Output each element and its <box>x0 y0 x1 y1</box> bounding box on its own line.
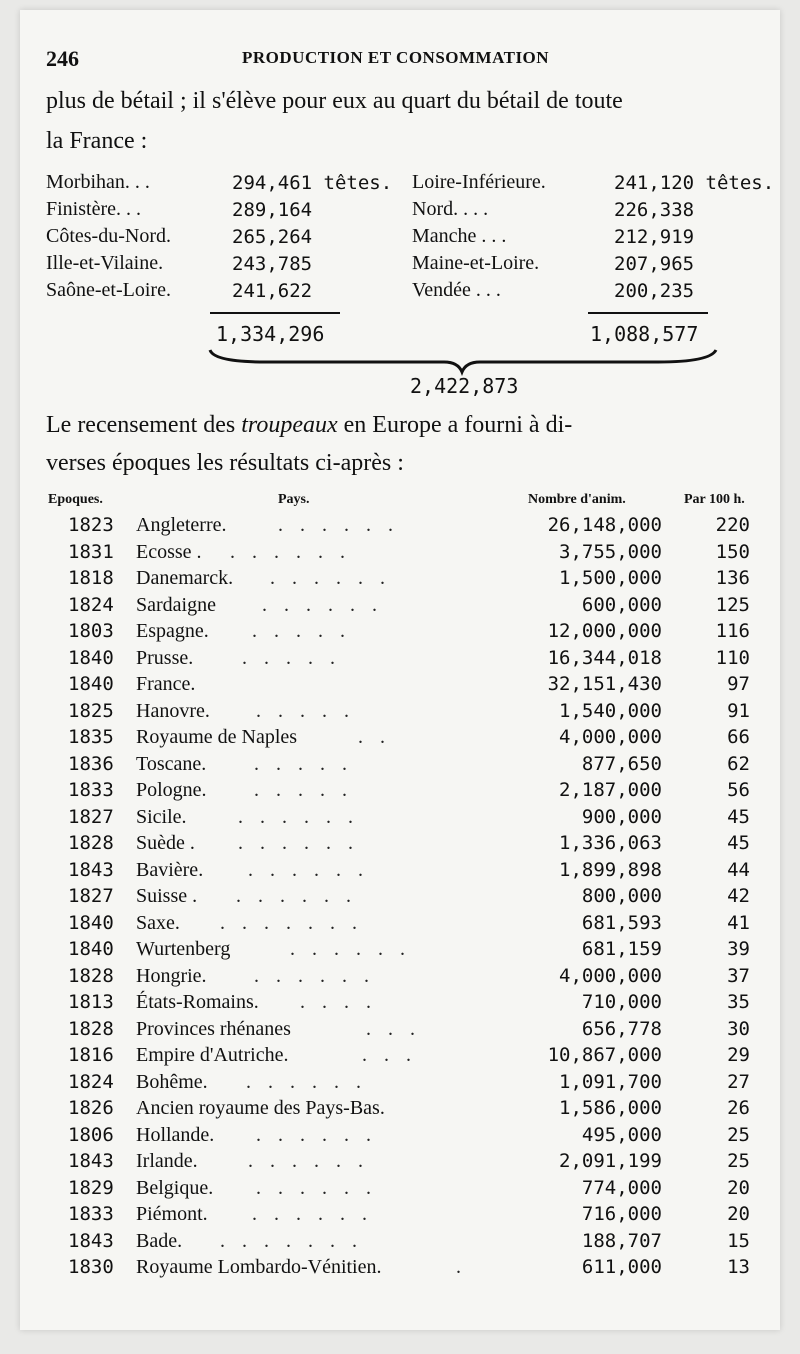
row-leader-dots: . . . . . . <box>230 540 351 563</box>
row-animals: 774,000 <box>581 1176 662 1199</box>
row-per100: 42 <box>727 885 750 907</box>
row-per100: 62 <box>727 752 750 775</box>
table-row <box>20 1177 780 1204</box>
dept-value: 243,785 <box>232 253 313 275</box>
row-year: 1813 <box>68 991 114 1013</box>
row-country: Espagne. <box>136 620 209 642</box>
table-row <box>20 1230 780 1257</box>
row-leader-dots: . . . . . . <box>256 1176 377 1199</box>
row-year: 1828 <box>68 1017 114 1040</box>
dept-value: 265,264 <box>232 226 313 248</box>
row-country: Irlande. <box>136 1150 198 1172</box>
row-animals: 4,000,000 <box>559 964 662 987</box>
dept-name: Saône-et-Loire. <box>46 279 171 301</box>
row-per100: 29 <box>727 1044 750 1066</box>
row-animals: 1,899,898 <box>559 858 662 881</box>
row-animals: 1,500,000 <box>559 567 662 589</box>
row-leader-dots: . . . . . . <box>262 593 383 616</box>
sum-rule-right <box>588 312 708 314</box>
row-country: Ancien royaume des Pays-Bas. <box>136 1097 385 1119</box>
row-year: 1816 <box>68 1044 114 1066</box>
row-leader-dots: . . . . . . <box>236 885 357 907</box>
row-country: Prusse. <box>136 646 194 669</box>
table-row <box>20 991 780 1018</box>
row-per100: 39 <box>727 938 750 960</box>
row-leader-dots: . . . . . . <box>254 964 375 987</box>
table-row <box>20 885 780 912</box>
row-year: 1835 <box>68 726 114 748</box>
row-year: 1827 <box>68 885 114 907</box>
table-row <box>20 1124 780 1151</box>
row-country: Royaume de Naples <box>136 726 298 748</box>
row-year: 1824 <box>68 1070 114 1093</box>
table-row <box>20 594 780 621</box>
paragraph-2-line-1 <box>46 408 572 442</box>
intro-line-1: plus de bétail ; il s'élève pour eux au quart du bétail de toute <box>46 88 623 114</box>
table-row <box>20 726 780 753</box>
dept-value: 200,235 <box>614 280 695 302</box>
dept-name: Nord. . . . <box>412 198 489 220</box>
table-row <box>20 1097 780 1124</box>
row-animals: 681,593 <box>581 911 662 934</box>
row-animals: 2,091,199 <box>559 1150 662 1172</box>
row-leader-dots: . . . . . . <box>238 805 359 828</box>
row-per100: 110 <box>715 646 750 669</box>
row-country: Pologne. <box>136 779 207 801</box>
row-leader-dots: . . . . . . <box>248 1150 369 1172</box>
col-header-pays: Pays. <box>278 492 310 507</box>
row-country: Angleterre. <box>136 514 227 536</box>
row-animals: 26,148,000 <box>547 514 662 536</box>
row-per100: 41 <box>727 911 750 934</box>
row-per100: 150 <box>715 540 750 563</box>
table-row <box>20 779 780 806</box>
row-animals: 600,000 <box>581 593 662 616</box>
row-year: 1840 <box>68 646 114 669</box>
row-leader-dots: . . . . . . <box>290 938 411 960</box>
table-row <box>20 1071 780 1098</box>
row-animals: 16,344,018 <box>547 646 662 669</box>
paragraph-2-line-2: verses époques les résultats ci-après : <box>46 450 404 476</box>
row-year: 1825 <box>68 699 114 722</box>
table-row <box>20 541 780 568</box>
table-row <box>20 938 780 965</box>
row-leader-dots: . . . . . <box>254 752 353 775</box>
row-leader-dots: . . . <box>366 1017 421 1040</box>
dept-name: Loire-Inférieure. <box>412 171 546 193</box>
row-leader-dots: . . . . . <box>254 779 353 801</box>
row-year: 1827 <box>68 805 114 828</box>
row-animals: 800,000 <box>581 885 662 907</box>
dept-name: Maine-et-Loire. <box>412 252 540 274</box>
row-country: Belgique. <box>136 1176 214 1199</box>
row-per100: 45 <box>727 832 750 854</box>
row-per100: 116 <box>715 620 750 642</box>
row-year: 1843 <box>68 858 114 881</box>
row-animals: 2,187,000 <box>559 779 662 801</box>
dept-name: Côtes-du-Nord. <box>46 225 171 247</box>
row-animals: 1,586,000 <box>559 1097 662 1119</box>
dept-name: Vendée . . . <box>412 279 501 301</box>
row-animals: 611,000 <box>581 1256 662 1278</box>
row-year: 1828 <box>68 964 114 987</box>
dept-name: Ille-et-Vilaine. <box>46 252 164 274</box>
row-per100: 220 <box>715 514 750 536</box>
row-country: Ecosse . <box>136 540 202 563</box>
row-year: 1843 <box>68 1229 114 1252</box>
row-per100: 25 <box>727 1150 750 1172</box>
row-country: France. <box>136 673 196 695</box>
running-title: PRODUCTION ET CONSOMMATION <box>242 48 550 67</box>
table-row <box>20 1018 780 1045</box>
row-animals: 681,159 <box>581 938 662 960</box>
row-country: États-Romains. <box>136 991 259 1013</box>
row-animals: 877,650 <box>581 752 662 775</box>
row-leader-dots: . . . . . . <box>270 567 391 589</box>
row-year: 1833 <box>68 1203 114 1225</box>
paragraph-2-text-a: Le recensement des <box>46 412 242 438</box>
row-year: 1828 <box>68 832 114 854</box>
row-year: 1829 <box>68 1176 114 1199</box>
row-animals: 1,091,700 <box>559 1070 662 1093</box>
dept-value: 226,338 <box>614 199 695 221</box>
table-row <box>20 647 780 674</box>
row-leader-dots: . . . . . <box>242 646 341 669</box>
row-leader-dots: . . . . . . . <box>220 1229 363 1252</box>
row-animals: 716,000 <box>581 1203 662 1225</box>
col-header-nombre: Nombre d'anim. <box>528 492 626 507</box>
row-leader-dots: . . . <box>362 1044 417 1066</box>
row-animals: 1,540,000 <box>559 699 662 722</box>
table-row <box>20 700 780 727</box>
col-header-par100: Par 100 h. <box>684 492 745 507</box>
row-per100: 136 <box>715 567 750 589</box>
row-country: Hanovre. <box>136 699 210 722</box>
row-leader-dots: . . . . <box>300 991 377 1013</box>
table-row <box>20 1150 780 1177</box>
row-per100: 26 <box>727 1097 750 1119</box>
paragraph-2-italic: troupeaux <box>241 412 338 438</box>
table-row <box>20 1044 780 1071</box>
table-row <box>20 514 780 541</box>
row-year: 1806 <box>68 1123 114 1146</box>
row-year: 1824 <box>68 593 114 616</box>
row-country: Empire d'Autriche. <box>136 1044 289 1066</box>
row-animals: 656,778 <box>581 1017 662 1040</box>
row-leader-dots: . . . . . . <box>252 1203 373 1225</box>
row-year: 1831 <box>68 540 114 563</box>
row-country: Danemarck. <box>136 567 234 589</box>
row-animals: 1,336,063 <box>559 832 662 854</box>
brace-icon <box>206 346 726 376</box>
row-year: 1826 <box>68 1097 114 1119</box>
row-year: 1823 <box>68 514 114 536</box>
row-per100: 30 <box>727 1017 750 1040</box>
table-row <box>20 1256 780 1283</box>
row-animals: 710,000 <box>581 991 662 1013</box>
table-row <box>20 806 780 833</box>
row-leader-dots: . . . . . <box>256 699 355 722</box>
row-leader-dots: . . . . . . <box>248 858 369 881</box>
row-per100: 91 <box>727 699 750 722</box>
table-row <box>20 1203 780 1230</box>
row-animals: 3,755,000 <box>559 540 662 563</box>
total-right: 1,088,577 <box>590 322 699 346</box>
intro-line-2: la France : <box>46 128 148 154</box>
book-page <box>20 10 780 1330</box>
dept-name: Manche . . . <box>412 225 507 247</box>
table-row <box>20 965 780 992</box>
row-per100: 13 <box>727 1256 750 1278</box>
row-year: 1840 <box>68 673 114 695</box>
row-per100: 20 <box>727 1176 750 1199</box>
row-year: 1843 <box>68 1150 114 1172</box>
row-per100: 44 <box>727 858 750 881</box>
row-leader-dots: . . <box>358 726 391 748</box>
row-country: Hollande. <box>136 1123 215 1146</box>
row-animals: 10,867,000 <box>547 1044 662 1066</box>
row-country: Hongrie. <box>136 964 207 987</box>
row-animals: 900,000 <box>581 805 662 828</box>
row-country: Suède . <box>136 832 195 854</box>
table-row <box>20 859 780 886</box>
row-country: Royaume Lombardo-Vénitien. <box>136 1256 382 1278</box>
col-header-epoque: Epoques. <box>48 492 103 507</box>
row-animals: 495,000 <box>581 1123 662 1146</box>
row-per100: 37 <box>727 964 750 987</box>
row-country: Sardaigne <box>136 593 216 616</box>
row-per100: 125 <box>715 593 750 616</box>
dept-value: 212,919 <box>614 226 695 248</box>
row-per100: 97 <box>727 673 750 695</box>
table-row <box>20 753 780 780</box>
grand-total: 2,422,873 <box>410 374 519 398</box>
row-per100: 25 <box>727 1123 750 1146</box>
row-per100: 66 <box>727 726 750 748</box>
row-year: 1840 <box>68 938 114 960</box>
row-country: Bade. <box>136 1229 183 1252</box>
row-country: Sicile. <box>136 805 187 828</box>
dept-value: 241,120 têtes. <box>614 172 775 194</box>
row-year: 1836 <box>68 752 114 775</box>
row-per100: 15 <box>727 1229 750 1252</box>
row-animals: 4,000,000 <box>559 726 662 748</box>
row-per100: 27 <box>727 1070 750 1093</box>
dept-value: 289,164 <box>232 199 313 221</box>
dept-value: 207,965 <box>614 253 695 275</box>
paragraph-2-text-b: en Europe a fourni à di- <box>337 412 573 438</box>
row-year: 1833 <box>68 779 114 801</box>
table-row <box>20 620 780 647</box>
row-leader-dots: . . . . . . . <box>220 911 363 934</box>
row-country: Suisse . <box>136 885 198 907</box>
row-animals: 32,151,430 <box>547 673 662 695</box>
table-row <box>20 673 780 700</box>
row-year: 1830 <box>68 1256 114 1278</box>
row-country: Bavière. <box>136 858 204 881</box>
table-row <box>20 832 780 859</box>
row-per100: 56 <box>727 779 750 801</box>
row-per100: 35 <box>727 991 750 1013</box>
dept-value: 294,461 têtes. <box>232 172 393 194</box>
row-year: 1840 <box>68 911 114 934</box>
dept-name: Finistère. . . <box>46 198 141 220</box>
dept-value: 241,622 <box>232 280 313 302</box>
total-left: 1,334,296 <box>216 322 325 346</box>
row-leader-dots: . <box>456 1256 467 1278</box>
row-leader-dots: . . . . . . <box>246 1070 367 1093</box>
row-animals: 12,000,000 <box>547 620 662 642</box>
row-country: Bohême. <box>136 1070 208 1093</box>
row-country: Toscane. <box>136 752 207 775</box>
row-year: 1818 <box>68 567 114 589</box>
dept-name: Morbihan. . . <box>46 171 150 193</box>
table-row <box>20 912 780 939</box>
row-country: Wurtenberg <box>136 938 231 960</box>
row-country: Saxe. <box>136 911 180 934</box>
row-animals: 188,707 <box>581 1229 662 1252</box>
row-country: Piémont. <box>136 1203 208 1225</box>
page-number: 246 <box>46 46 79 71</box>
row-per100: 45 <box>727 805 750 828</box>
row-leader-dots: . . . . . . <box>256 1123 377 1146</box>
table-row <box>20 567 780 594</box>
row-leader-dots: . . . . . <box>252 620 351 642</box>
row-country: Provinces rhénanes <box>136 1017 291 1040</box>
row-leader-dots: . . . . . . <box>238 832 359 854</box>
row-year: 1803 <box>68 620 114 642</box>
row-leader-dots: . . . . . . <box>278 514 399 536</box>
row-per100: 20 <box>727 1203 750 1225</box>
sum-rule-left <box>210 312 340 314</box>
